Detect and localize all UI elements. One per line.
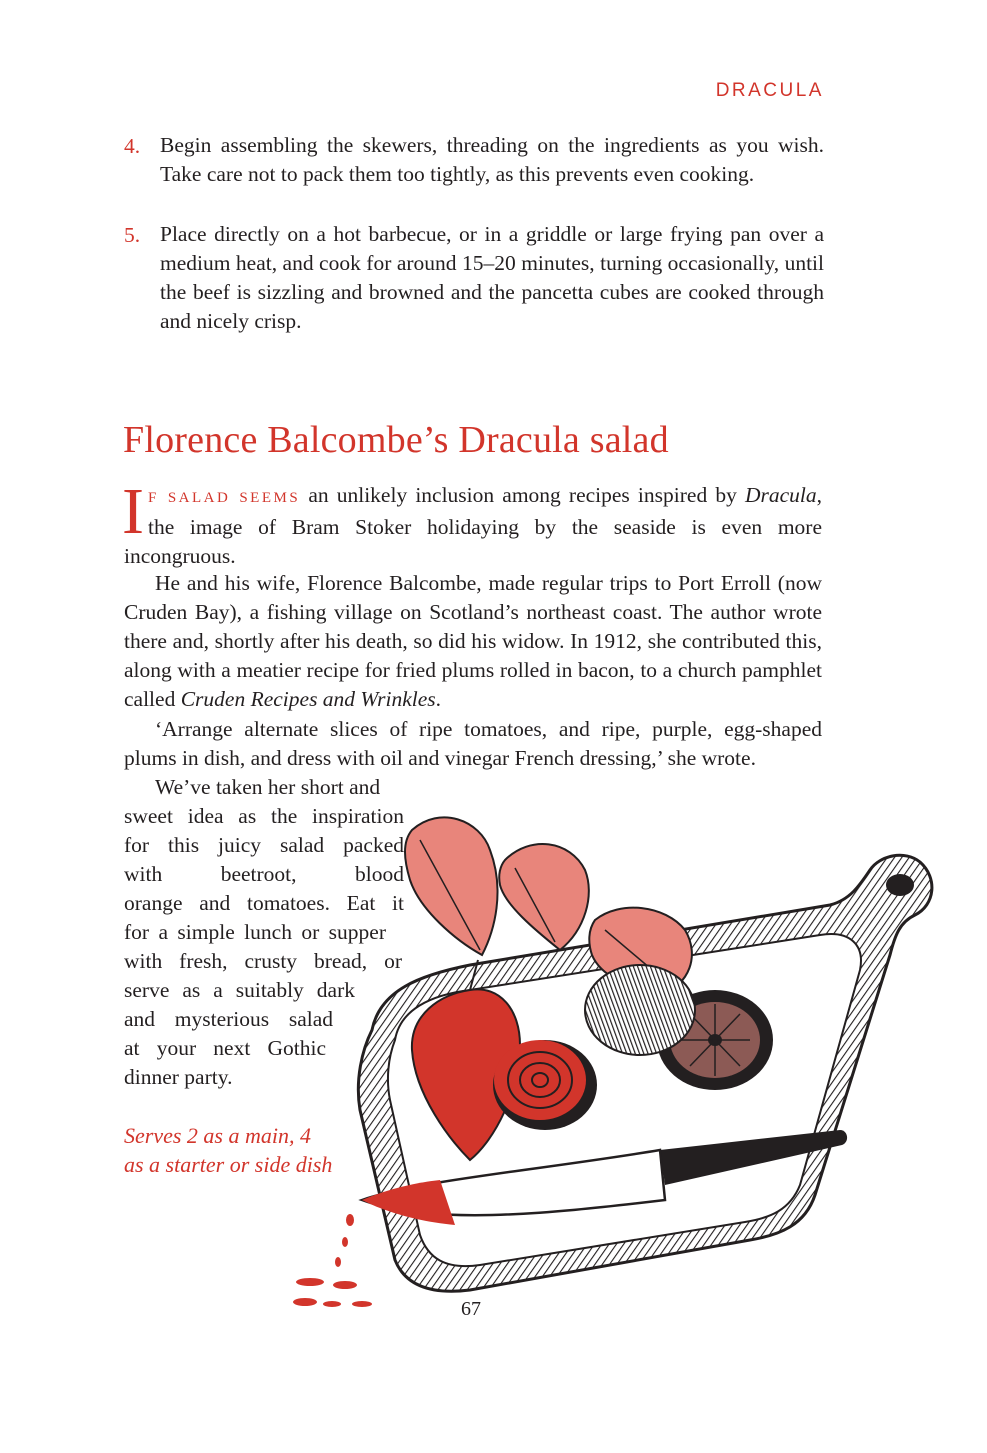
step-number: 4. — [124, 134, 141, 158]
recipe-title: Florence Balcombe’s Dracula salad — [123, 419, 669, 461]
history-paragraph — [124, 569, 822, 714]
history-text-a: He and his wife, Florence Balcombe, made regular trips to Port Erroll (now Cruden Bay), a fishing village on Scotland’s northeast coast. The author wrote there and, shortly after his death, so did his widow. In 1912, she contributed this, along with a meatier recipe for fried plums rolled in bacon, to a church pamphlet called — [124, 571, 822, 711]
beetroot-slice-icon — [493, 1040, 597, 1130]
blood-drips-icon — [293, 1214, 372, 1307]
drop-cap: I — [122, 475, 144, 548]
text-line: for this juicy salad packed — [124, 833, 404, 857]
history-text-b: . — [435, 687, 442, 711]
text-line: sweet idea as the inspiration — [124, 804, 404, 828]
text-line: dinner party. — [124, 1065, 233, 1089]
step-text: Place directly on a hot barbecue, or in a griddle or large frying pan over a medium heat, and cook for around 15–20 minutes, turning occasionally, until the beef is sizzling and browned and the pancetta cubes are cooked through and nicely crisp. — [160, 222, 824, 333]
method-step-5 — [124, 220, 824, 336]
text-line: serve as a suitably dark — [124, 978, 355, 1002]
text-line: We’ve taken her short and — [155, 775, 381, 799]
method-step-4 — [124, 131, 824, 189]
page-number: 67 — [461, 1298, 481, 1320]
pamphlet-title: Cruden Recipes and Wrinkles — [180, 687, 436, 711]
text-line: orange and tomatoes. Eat it — [124, 891, 404, 915]
text-line: for a simple lunch or supper — [124, 920, 386, 944]
intro-text-b: , the image of Bram Stoker holidaying by the seaside is even more incongruous. — [124, 483, 822, 568]
text-line: with beetroot, blood — [124, 862, 404, 886]
intro-italic: Dracula — [744, 483, 817, 507]
intro-paragraph — [122, 475, 822, 571]
step-number: 5. — [124, 223, 141, 247]
intro-text-a: an unlikely inclusion among recipes inspired by — [300, 483, 745, 507]
serves-note: Serves 2 as a main, 4 as a starter or side dish — [124, 1123, 333, 1177]
quote-paragraph: ‘Arrange alternate slices of ripe tomatoes, and ripe, purple, egg-shaped plums in dish, and dress with oil and vinegar French dressing,’ she wrote. — [124, 717, 822, 770]
text-line: and mysterious salad — [124, 1007, 333, 1031]
text-line: at your next Gothic — [124, 1036, 326, 1060]
running-head: DRACULA — [715, 80, 824, 101]
step-text: Begin assembling the skewers, threading on the ingredients as you wish. Take care not to pack them too tightly, as this prevents even cooking. — [160, 133, 824, 186]
intro-small-caps: F SALAD SEEMS — [147, 490, 301, 506]
salad-illustration — [280, 780, 940, 1340]
text-line: with fresh, crusty bread, or — [124, 949, 402, 973]
